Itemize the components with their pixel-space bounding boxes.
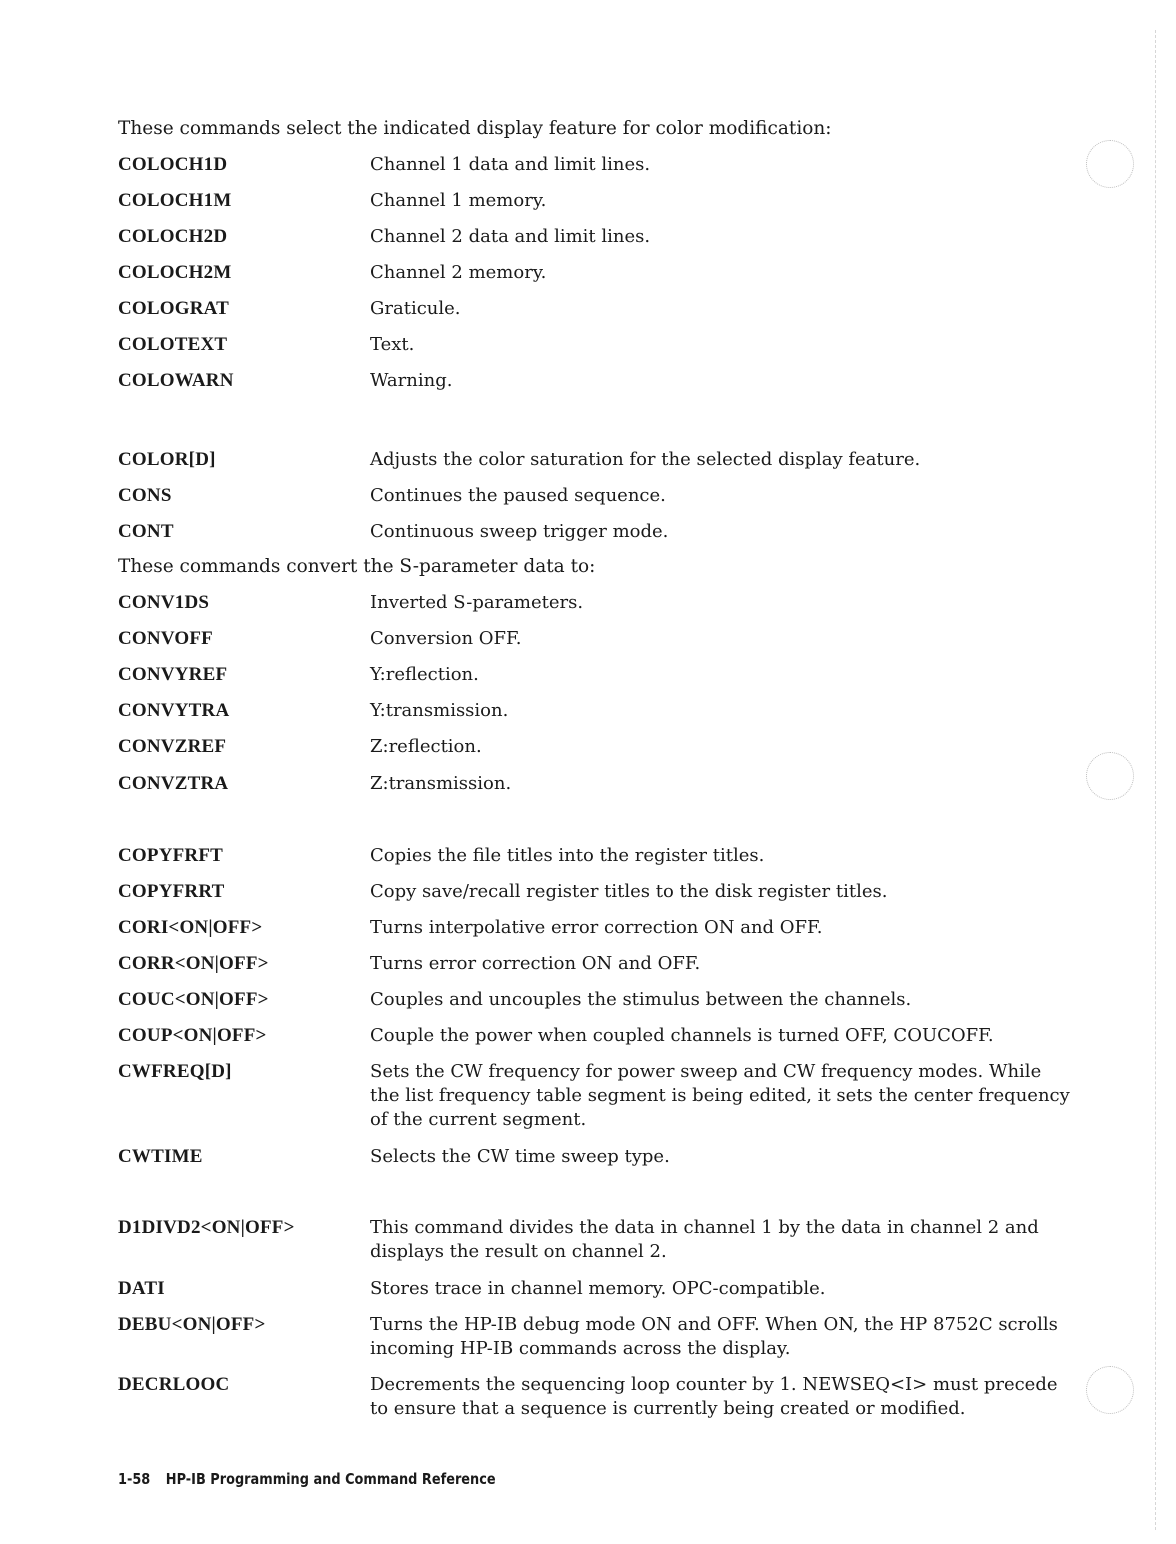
- command-name: CORI<ON|OFF>: [118, 917, 263, 938]
- command-name: CORR<ON|OFF>: [118, 953, 269, 974]
- command-name: DEBU<ON|OFF>: [118, 1314, 266, 1335]
- command-description: Continues the paused sequence.: [370, 485, 666, 506]
- command-name: CONVZREF: [118, 736, 227, 757]
- command-name: COLOTEXT: [118, 334, 228, 355]
- page-number: 1-58: [118, 1470, 151, 1488]
- command-name: CWTIME: [118, 1146, 203, 1167]
- command-description: Graticule.: [370, 298, 461, 319]
- command-name: COUC<ON|OFF>: [118, 989, 269, 1010]
- command-description: Text.: [370, 334, 415, 355]
- command-name: CONVOFF: [118, 628, 213, 649]
- command-name: COLOCH2D: [118, 226, 228, 247]
- intro-color-modification: These commands select the indicated display feature for color modification:: [118, 118, 832, 139]
- command-description: Couple the power when coupled channels is turned OFF, COUCOFF.: [370, 1025, 994, 1046]
- command-description: Selects the CW time sweep type.: [370, 1146, 670, 1167]
- command-name: CONVZTRA: [118, 773, 229, 794]
- command-description: Sets the CW frequency for power sweep and CW frequency modes. While the list frequency table segment is being edited, it sets the center frequency of the current segment.: [370, 1061, 1070, 1130]
- command-name: DATI: [118, 1278, 165, 1299]
- command-description: Turns error correction ON and OFF.: [370, 953, 701, 974]
- intro-s-parameter-conversion: These commands convert the S-parameter data to:: [118, 556, 596, 577]
- command-description: Copies the file titles into the register titles.: [370, 845, 765, 866]
- command-name: COLOCH2M: [118, 262, 232, 283]
- command-description: Couples and uncouples the stimulus between the channels.: [370, 989, 912, 1010]
- command-name: COUP<ON|OFF>: [118, 1025, 267, 1046]
- command-name: COLOCH1D: [118, 154, 228, 175]
- command-description: Y:transmission.: [370, 700, 509, 721]
- scan-margin-line: [1155, 30, 1156, 1530]
- command-description: Adjusts the color saturation for the selected display feature.: [370, 449, 921, 470]
- footer-title: HP-IB Programming and Command Reference: [165, 1470, 496, 1488]
- command-name: CONV1DS: [118, 592, 210, 613]
- command-description: Channel 1 memory.: [370, 190, 547, 211]
- punch-hole-middle: [1086, 752, 1134, 800]
- command-name: CWFREQ[D]: [118, 1061, 232, 1082]
- command-name: CONVYTRA: [118, 700, 230, 721]
- command-description: Z:transmission.: [370, 773, 512, 794]
- command-description: Channel 2 data and limit lines.: [370, 226, 651, 247]
- command-name: CONS: [118, 485, 172, 506]
- punch-hole-top: [1086, 140, 1134, 188]
- page-footer: [118, 1468, 496, 1490]
- command-name: CONVYREF: [118, 664, 228, 685]
- command-description: Z:reflection.: [370, 736, 482, 757]
- command-description: Conversion OFF.: [370, 628, 522, 649]
- command-name: COPYFRFT: [118, 845, 224, 866]
- command-description: Inverted S-parameters.: [370, 592, 584, 613]
- command-description: Turns the HP-IB debug mode ON and OFF. When ON, the HP 8752C scrolls incoming HP-IB commands across the display.: [370, 1314, 1058, 1359]
- command-name: COLOWARN: [118, 370, 234, 391]
- command-name: COPYFRRT: [118, 881, 225, 902]
- command-name: CONT: [118, 521, 174, 542]
- command-name: COLOGRAT: [118, 298, 230, 319]
- command-description: Turns interpolative error correction ON and OFF.: [370, 917, 823, 938]
- command-description: Channel 2 memory.: [370, 262, 547, 283]
- command-name: DECRLOOC: [118, 1374, 230, 1395]
- command-name: D1DIVD2<ON|OFF>: [118, 1217, 295, 1238]
- command-description: Continuous sweep trigger mode.: [370, 521, 669, 542]
- punch-hole-bottom: [1086, 1366, 1134, 1414]
- command-description: Y:reflection.: [370, 664, 479, 685]
- command-description: This command divides the data in channel 1 by the data in channel 2 and displays the result on channel 2.: [370, 1217, 1039, 1262]
- command-name: COLOR[D]: [118, 449, 216, 470]
- command-description: Channel 1 data and limit lines.: [370, 154, 651, 175]
- command-description: Decrements the sequencing loop counter by 1. NEWSEQ<I> must precede to ensure that a sequence is currently being created or modified.: [370, 1374, 1058, 1419]
- command-description: Stores trace in channel memory. OPC-compatible.: [370, 1278, 826, 1299]
- command-name: COLOCH1M: [118, 190, 232, 211]
- command-description: Warning.: [370, 370, 453, 391]
- command-description: Copy save/recall register titles to the disk register titles.: [370, 881, 888, 902]
